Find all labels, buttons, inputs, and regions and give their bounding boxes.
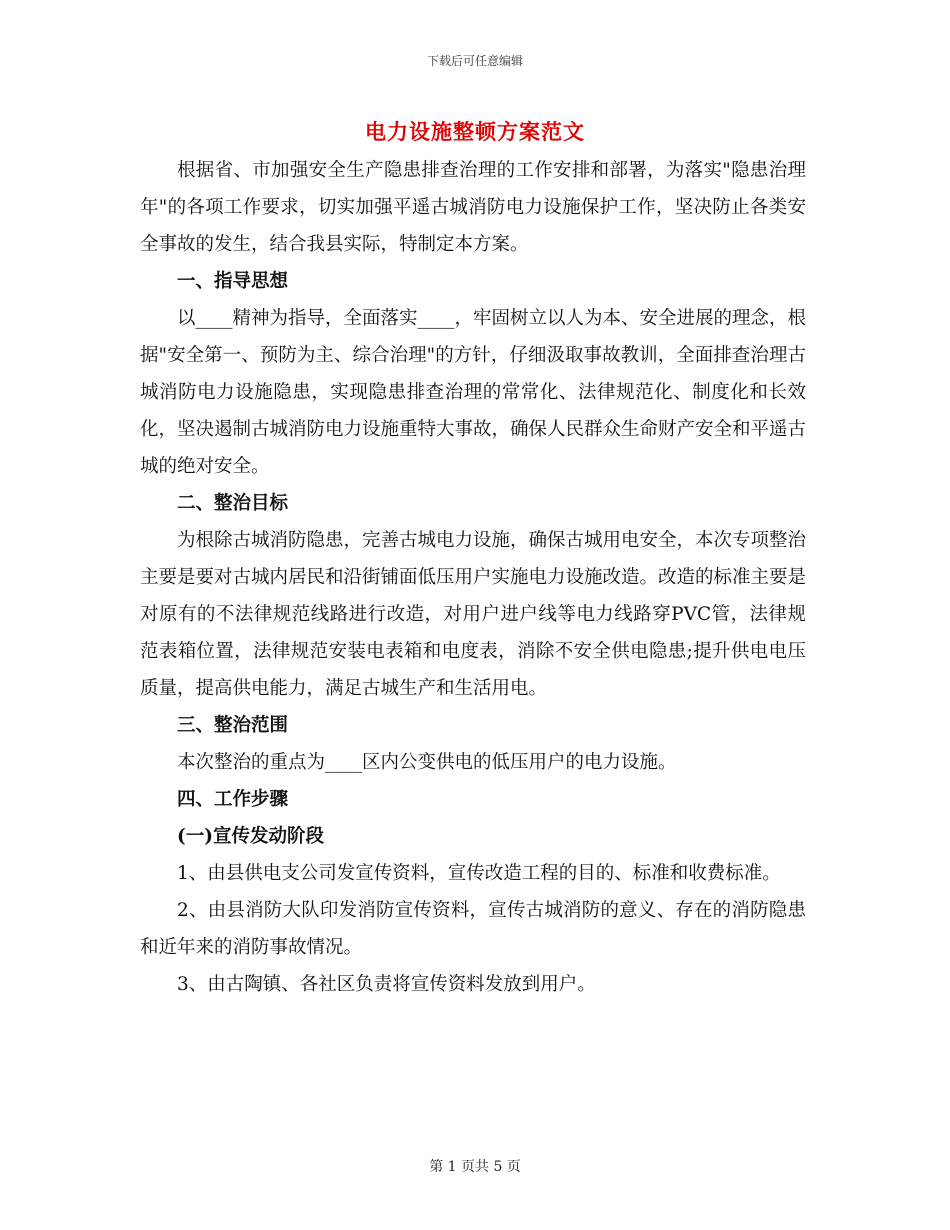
paragraph-guiding-ideology: 以____精神为指导，全面落实____，牢固树立以人为本、安全进展的理念，根据"安全第一、预防为主、综合治理"的方针，仔细汲取事故教训，全面排查治理古城消防电力设施隐患，实现隐患排查治理的常常化、法律规范化、制度化和长效化，坚决遏制古城消防电力设施重特大事故，确保人民群众生命财产安全和平遥古城的绝对安全。 (140, 308, 807, 477)
document-title: 电力设施整顿方案范文 (365, 119, 585, 144)
heading-guiding-ideology: 一、指导思想 (177, 271, 289, 292)
heading-work-steps: 四、工作步骤 (177, 789, 289, 810)
page-header-note: 下载后可任意编辑 (426, 54, 523, 68)
document-body (140, 152, 806, 1003)
list-item-step-2: 2、由县消防大队印发消防宣传资料，宣传古城消防的意义、存在的消防隐患和近年来的消防事故情况。 (140, 900, 806, 958)
paragraph-intro: 根据省、市加强安全生产隐患排查治理的工作安排和部署，为落实"隐患治理年"的各项工作要求，切实加强平遥古城消防电力设施保护工作，坚决防止各类安全事故的发生，结合我县实际，特制定本方案。 (140, 160, 806, 255)
paragraph-objectives: 为根除古城消防隐患，完善古城电力设施，确保古城用电安全，本次专项整治主要是要对古城内居民和沿街铺面低压用户实施电力设施改造。改造的标准主要是对原有的不法律规范线路进行改造，对用户进户线等电力线路穿PVC管，法律规范表箱位置，法律规范安装电表箱和电度表，消除不安全供电隐患;提升供电电压质量，提高供电能力，满足古城生产和生活用电。 (140, 530, 807, 699)
page-number: 第 1 页共 5 页 (429, 1159, 521, 1175)
heading-scope: 三、整治范围 (177, 715, 289, 736)
heading-publicity-stage: (一)宣传发动阶段 (177, 826, 325, 847)
paragraph-scope: 本次整治的重点为____区内公变供电的低压用户的电力设施。 (177, 752, 677, 773)
list-item-step-3: 3、由古陶镇、各社区负责将宣传资料发放到用户。 (177, 974, 596, 995)
list-item-step-1: 1、由县供电支公司发宣传资料，宣传改造工程的目的、标准和收费标准。 (177, 863, 781, 884)
heading-objectives: 二、整治目标 (177, 493, 289, 514)
